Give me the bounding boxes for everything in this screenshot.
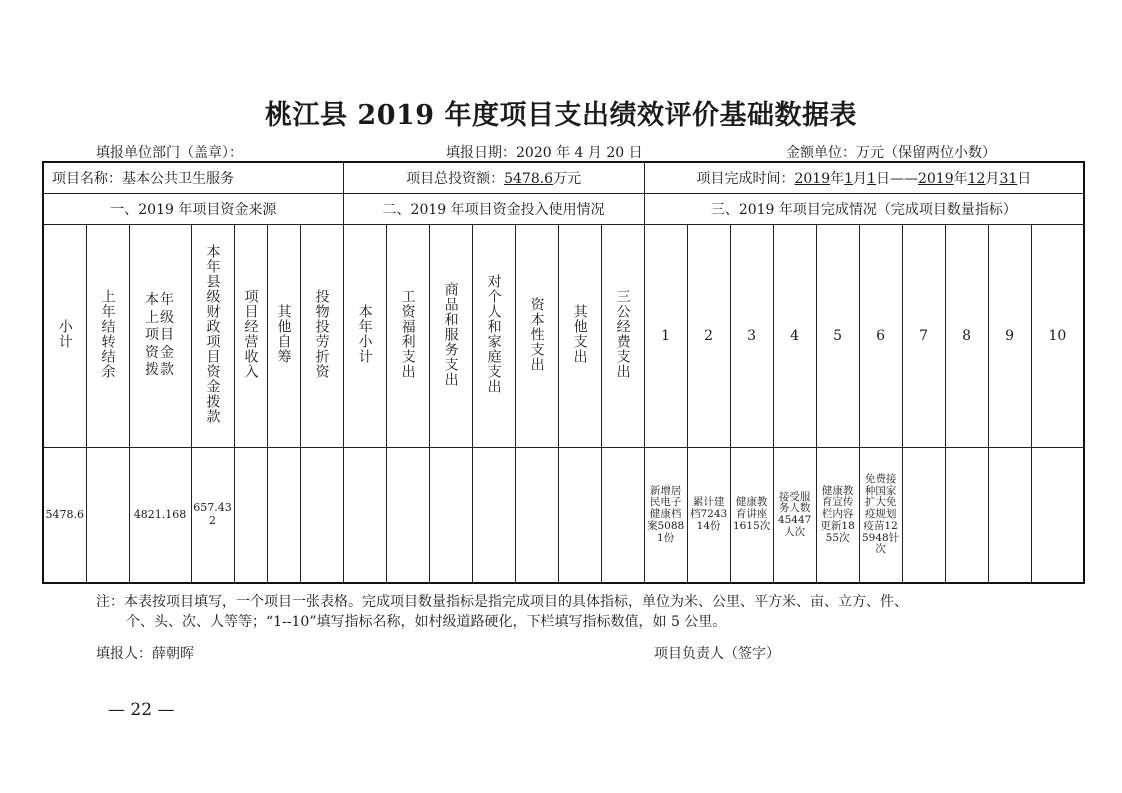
value-cell [234,448,267,584]
indicator-value: 免费接种国家扩大免疫规划疫苗125948针次 [859,448,902,584]
page-title: 桃江县 2019 年度项目支出绩效评价基础数据表 [265,100,857,131]
indicator-header: 1 [644,225,687,448]
indicator-value [988,448,1031,584]
indicator-value: 接受服务人数45447人次 [773,448,816,584]
page-number: — 22 — [108,700,175,720]
indicator-value [902,448,945,584]
indicator-value: 累计建档724314份 [687,448,730,584]
indicator-header: 7 [902,225,945,448]
value-cell [429,448,472,584]
header-cell: 资本性支出 [515,225,558,448]
table-note: 注：本表按项目填写，一个项目一张表格。完成项目数量指标是指完成项目的具体指标，单位为米、公里、平方米、亩、立方、件、 [96,594,908,610]
indicator-header: 6 [859,225,902,448]
section-funding-usage: 二、2019 年项目资金投入使用情况 [343,194,644,225]
header-cell: 其他自筹 [267,225,300,448]
header-cell: 本年小计 [343,225,386,448]
indicator-value: 新增居民电子健康档案50881份 [644,448,687,584]
data-table [42,161,1085,584]
value-cell [515,448,558,584]
header-cell: 本年上级项目资金拨款 [129,225,191,448]
table-note-continued: 个、头、次、人等等；“1--10”填写指标名称，如村级道路硬化，下栏填写指标数值，如 5 公里。 [126,614,727,630]
header-cell: 项目经营收入 [234,225,267,448]
section-completion: 三、2019 年项目完成情况（完成项目数量指标） [644,194,1084,225]
value-cell: 657.432 [191,448,234,584]
indicator-header: 8 [945,225,988,448]
indicator-header: 3 [730,225,773,448]
filler-name: 填报人：薛朝晖 [96,646,194,662]
value-cell [300,448,343,584]
header-cell: 上年结转结余 [86,225,129,448]
indicator-value: 健康教育宣传栏内容更新1855次 [816,448,859,584]
value-cell [267,448,300,584]
filling-unit: 填报单位部门（盖章）： [96,145,243,161]
value-cell [343,448,386,584]
value-cell [472,448,515,584]
value-cell: 4821.168 [129,448,191,584]
header-cell: 对个人和家庭支出 [472,225,515,448]
project-completion-time: 项目完成时间：2019年1月1日——2019年12月31日 [644,162,1084,194]
value-cell [86,448,129,584]
value-cell [386,448,429,584]
indicator-header: 4 [773,225,816,448]
value-cell: 5478.6 [43,448,86,584]
header-cell: 投物投劳折资 [300,225,343,448]
section-funding-source: 一、2019 年项目资金来源 [43,194,343,225]
indicator-header: 2 [687,225,730,448]
indicator-header: 5 [816,225,859,448]
header-cell: 三公经费支出 [601,225,644,448]
header-cell: 其他支出 [558,225,601,448]
header-cell: 本年县级财政项目资金拨款 [191,225,234,448]
header-cell: 工资福利支出 [386,225,429,448]
value-cell [558,448,601,584]
project-name: 项目名称：基本公共卫生服务 [43,162,343,194]
header-cell: 小计 [43,225,86,448]
indicator-header: 9 [988,225,1031,448]
indicator-value [945,448,988,584]
currency-unit: 金额单位：万元（保留两位小数） [786,145,996,161]
value-cell [601,448,644,584]
indicator-value: 健康教育讲座1615次 [730,448,773,584]
filling-date: 填报日期：2020 年 4 月 20 日 [446,145,643,161]
header-cell: 商品和服务支出 [429,225,472,448]
indicator-header: 10 [1031,225,1084,448]
project-leader-signature: 项目负责人（签字） [654,646,780,662]
project-investment: 项目总投资额：5478.6万元 [343,162,644,194]
indicator-value [1031,448,1084,584]
